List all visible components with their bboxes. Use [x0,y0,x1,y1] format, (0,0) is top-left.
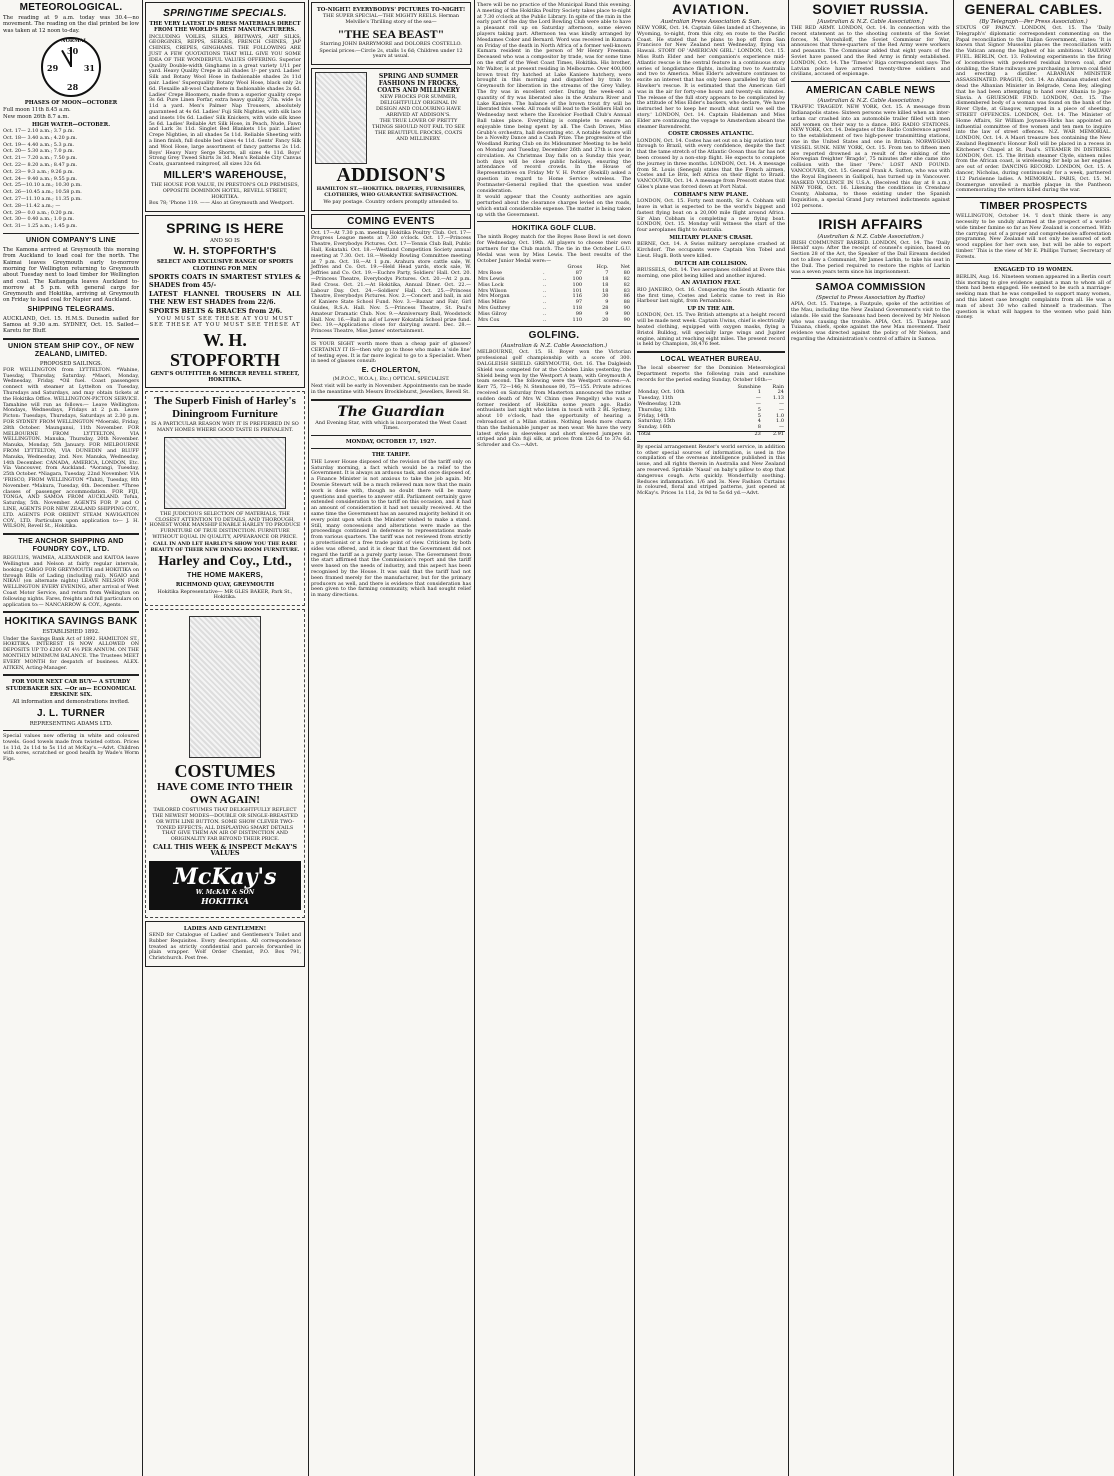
mckays-logo-town: HOKITIKA [201,895,249,906]
addison-sub: HAMILTON ST.—HOKITIKA. DRAPERS, FURNISHERS, CLOTHIERS, WHO GUARANTEE SATISFACTION. [316,186,466,199]
shipping-telegrams-text: AUCKLAND, Oct. 15. H.M.S. Dunedin sailed for Samoa at 9.30 a.m. SYDNEY, Oct. 15. Sailed—Karetu for Bluff. [3,315,139,335]
dutch-title: DUTCH AIR COLLISION. [674,260,748,267]
theatre-title: "THE SEA BEAST" [337,26,445,41]
high-water-row: Oct. 22— 8.20 a.m.; 8.47 p.m. [3,162,78,169]
shipping-telegrams-title: SHIPPING TELEGRAMS. [27,305,115,313]
column-4 [474,0,634,1476]
union-company-text: The Kamona arrived at Greymouth this morning from Auckland to load coal for the north. The Kaimai leaves Greymouth early to-morrow morning for Wellington returning to Greymouth about Tuesday next to load timber for Wellington and coal. The Kaitangata leaves Auckland to-morrow at 5 p.m. with general cargo for Greymouth and Hokitika, arriving at Greymouth on Friday to load coal for Napier and Auckland. [3,247,139,304]
dial-28-label: 28 [67,81,79,92]
soviet-sub: [Australian & N.Z. Cable Association.] [817,19,924,25]
notices-text: By special arrangement Reuter's world service, in addition to other special sources of information, is used in the compilation of the overseas intelligence published in this issue, and all rights therein in Australia and New Zealand are reserved. Sprinkle 'Nasal' on baby's pillow to stop that dangerous cough. Acts quickly. Wonderfully soothing. Reduces inflammation. 1/6 and 3s. New Fashion Curtains in coloured, floral and striped patterns, just opened at McKay's. Prices 1s 11d, 2s 9d to 5s 6d yd.—Advt. [637,443,785,497]
addison-footer: We pay postage. Country orders promptly attended to. [323,198,459,205]
irish-affairs-text: IRISH COMMUNIST BARRED. LONDON, Oct. 14. The 'Daily Herald' says: After the receipt of counsel's opinion, based on Section 28 of the Act, the Speaker of the Dail Eireann decided not to allow a Communist, Mr James Larkin, to take his seat in the Dail. The period required to restore the rights of Larkin was a seven years term since his imprisonment. [791,239,950,275]
divider [311,435,471,436]
cholerton-sub: (M.P.O.C., W.O.A.), Etc.) OPTICAL SPECIALIST. [332,376,450,383]
meteorological-text: The reading at 9 a.m. today was 30.4—no movement. The reading on the dial printed be low was taken at 12 noon to-day. [3,15,139,34]
spring-is-here-title: SPRING IS HERE [166,220,284,237]
fashion-figure-illustration-icon [315,72,367,164]
divider [311,399,471,401]
divider [3,674,139,676]
usc-title: UNION STEAM SHIP COY., OF NEW ZEALAND, LIMITED. [7,342,135,358]
table-row: Tuesday, 11th — 1.13 [638,395,784,402]
costumes-call: CALL THIS WEEK & INSPECT McKAY'S VALUES [152,843,298,858]
air-title: UP IN THE AIR. [687,306,735,313]
aviation-sub: Australian Press Association & Sun. [660,19,762,25]
weather-title: LOCAL WEATHER BUREAU. [660,356,762,364]
addison-ad [311,68,471,210]
high-water-row: Oct. 24— 9.40 a.m.; 9.55 p.m. [3,175,78,182]
stopforth-bottom-sub: GENT'S OUTFITTER & MERCER REVELL STREET, HOKITIKA. [150,370,300,383]
you-must-see: YOU MUST SEE THESE AT YOU MUST SEE THESE AT YOU MUST SEE THESE AT [149,316,301,329]
divider [791,81,950,82]
sports-coats: SPORTS COATS IN SMARTEST STYLES & SHADES from 45/- [149,273,301,289]
moon-title: PHASES OF MOON—OCTOBER [24,99,118,106]
harley-call: CALL IN AND LET HARLEY'S SHOW YOU THE RARE BEAUTY OF THEIR NEW DINING ROOM FURNITURE. [150,540,300,553]
high-water-row: Oct. 21— 7.20 a.m.; 7.50 p.m. [3,155,78,162]
golfing-title: GOLFING. [528,330,580,342]
golf-results-table [477,265,631,323]
mckays-logo-sub: W. McKAY & SON [195,888,255,896]
costumes-text: TAILORED COSTUMES THAT DELIGHTFULLY REFLECT THE NEWEST MODES—DOUBLE OR SINGLE-BREASTED OR WITH LINE BUTTON. SOME SHOW CLEVER TWO-TONED EFFECTS; ALL DISPLAYING SMART DETAILS THAT GIVE THEM AN AIR OF DISTINCTION AND ORIGINALITY FAR BEYOND THEIR PRICE. [152,807,298,843]
cobham-title: COBHAM'S NEW PLANE. [673,191,749,198]
high-water-title: HIGH WATER—OCTOBER. [31,121,111,128]
turner-footer: Special values now offering in white and coloured towels. Good towels made from twisted cotton. Prices 1s 11d, 2s 11d to 5s 11d at McKay's.—Advt. Children with sores, scratched or good health by Wade's Worm Figs. [3,732,139,763]
high-water-row: Oct. 29— 0.0 a.m.; 0.20 p.m. [3,209,75,216]
table-row: Friday, 14th 5 1.0 [638,412,784,419]
cobham-text: LONDON, Oct. 15. Forty next month, Sir A. Cobham will leave in what is expected to be the world's biggest and fastest flying boat on a 20,000 mile flight around Africa. Sir Alan Cobham is completing a new flying boat. LONDON, Oct. 15. Monday will witness the start of the four aeroplanes flight to Australia. [637,198,785,234]
cholerton-text: IS YOUR SIGHT worth more than a cheap pair of glasses? CERTAINLY IT IS—then why go to those who make a 'side line' of testing eyes. It is far more logical to go to a Specialist. When in need of glasses consult: [311,341,471,365]
theatre-sub: THE SUPER SPECIAL—THE MIGHTY REELS. Herman Melville's Thrilling story of the sea— [322,13,460,26]
table-row: Mrs Cox .. 110 20 90 [478,316,630,323]
engaged-title: ENGAGED TO 19 WOMEN. [994,267,1073,274]
savings-bank-title: HOKITIKA SAVINGS BANK [4,616,138,628]
divider [477,221,631,222]
addison-head: SPRING AND SUMMER FASHIONS IN FROCKS, COATS AND MILLINERY [377,73,460,95]
engaged-text: BERLIN, Aug. 16. Nineteen women appeared in a Berlin court this morning to give evidence against a man to whom all of them had been engaged. He seemed to be such a marriage-seeking man that he was compelled to support many women, and this latest case brought complaints from all. He was a man of about 30 who called himself a tradesman. The question is what will happen to the women who paid him money. [956,273,1111,321]
golf-club-title: HOKITIKA GOLF CLUB. [512,225,596,233]
anchor-shipping-title: THE ANCHOR SHIPPING AND FOUNDRY COY., LTD. [18,538,124,554]
timber-text: WELLINGTON, October 14. 'I don't think there is any necessity to be unduly alarmed at the prospect of a world-wide timber famine so far as New Zealand is concerned. With the carrying out of a proper and comprehensive afforestation programme, New Zealand will not only be assured of soft wood supplies for her own use, but will be able to export timber.' This is the view of Mr E. Phillips Turner, Secretary of Forests. [956,213,1111,260]
divider [637,441,785,442]
costume-figure-illustration-icon [189,616,261,758]
sports-belts: SPORTS BELTS & BRACES from 2/6. [149,307,283,315]
cholerton-name: E. CHOLERTON, [361,367,421,375]
high-water-row: Oct. 31— 1.25 a.m.; 1.45 p.m. [3,223,78,230]
stopforth-bottom-name: W. H. STOPFORTH [169,329,281,370]
divider [791,213,950,214]
high-water-row: Oct. 19— 4.40 a.m.; 5.3 p.m. [3,141,75,148]
cholerton-footer: Next visit will be early in November. Appointments can be made in the meantime with Messrs Brocklehurst, Jewellers, Revell St. [311,383,471,395]
samoa-title: SAMOA COMMISSION [815,282,926,294]
stopforth-name: W. H. STOPFORTH'S [173,246,277,258]
addison-name: ADDISON'S [336,164,446,187]
furniture-illustration-icon [164,437,286,509]
harley-name: Harley and Coy., Ltd., [158,554,292,570]
table-row: Thursday, 13th 5 — [638,406,784,413]
high-water-row: Oct. 17— 2.10 a.m.; 3.7 p.m. [3,128,75,135]
savings-bank-text: Under the Savings Bank Act of 1892. HAMILTON ST., HOKITIKA. INTEREST IS NOW ALLOWED ON DEPOSITS UP TO £200 AT 4½ PER ANNUM. ON THE MONTHLY MINIMUM BALANCE. The Trustees MEET EVERY MONTH for despatch of business. ALEX. AITKEN, Acting-Manager. [3,635,139,671]
table-total-row: Total 23 2.91 [638,431,784,437]
springtime-text: INCLUDING VOILES, SILKS, BRITWAYS, ART SILKS, GEORGINES, REPPS, SERGES, FRENCH CHINES, JAP CHINES, CREPES, GINGHAMS. THE FOLLOWING ARE JUST A FEW QUOTATIONS THAT WILL GIVE YOU SOME IDEA OF THE WONDERFUL VALUES OFFERING. Superior Quality Double-width Ginghams in a great variety 1/11 per yard. Heavy Quality Crepe in all shades 1/- per yard. Ladies' Silk and Botany Wool Hose in fashionable shades 2s 11d pair. Ladies' Superquality Botany Wool Hose, black only 2s 6d. Flexaille all-wool Cashmere in fashionable shades 2s 6d. Ladies' Crepe Bloomers, made from a superior quality crepe 3s 6d. Pure Linen Forfar, extra heavy quality, 27in. wide 1s 11d a yard. Men's Palmer Nap Trousers, absolutely guaranteed at 4s 6d. Ladies' Fuji Silk Nighties, with silk lace and insets 10s 6d. Ladies' Silk Knickers, with wide silk knee 5s 6d. Ladies' Reliable Art Silk Hose, in Peach, Nude, Fawn and Lark 3s 11d. Singlet Bed Blankets 11s pair. Ladies' Crepe Nighties, in all shades 5s 11d. Reliable Sheeting with a linen finish, full double bed sizes 4s 11d. Gents' Fancy Silk and Wool Hose, large assortment of fancy patterns 2s 11d. Boys' Heavy Navy Serge Shorts, all sizes 4s 11d. Boys' Strong Grey Tweed Shirts 3s 3d. Men's Reliable City Canvas Coats, guaranteed rainproof, all sizes 32s 6d. [149,33,301,168]
ladies-text: SEND for Catalogue of Ladies' and Gentlemen's Toilet and Rubber Requisites. Every description. All correspondence treated as strictly confidential and parcels forwarded in plain wrapper. Wolf Order Chemist, P.O. Box 791, Christchurch. Post free. [149,931,301,962]
divider [3,611,139,613]
general-cables-text: STATUS OF PAPACY. LONDON, Oct. 15. The 'Daily Telegraph's' diplomatic correspondent commenting on the Papal reconciliation to the Italian Government, states: 'It is known that Signor Mussolini places the reconciliation with the Vatican among the highest of his ambitions.' RAILWAY FUEL. BERLIN, Oct. 13. Following experiments in the firing of locomotives with powdered residual brown coal, after doubling, the State railways are purchasing a brown coal field and erecting a distiller. ALBANIAN MINISTER ASSASSINATED. PRAGUE, Oct. 14. An Albanian student shot dead the Albanian Minister in Belgrade, Cena Bey, alleging that he had been attempting to hand over Albania to Jugo-Slavia. A GRUESOME FIND. LONDON, Oct. 15. The dismembered body of a woman was found on the bank of the River Clyde, at Glasgow, wrapped in a piece of sheeting. STREET OFFENCES. LONDON, Oct. 14. The Minister of Home Affairs, Sir William Joynson-Hicks has appointed an influential committee of five women and ten men to inquire into the law of street offences. N.Z. WAR MEMORIAL. LONDON, Oct. 14. A Maori treasure box containing the New Zealand Regiment's Honour Roll will be placed in a recess in Kitchener's Chapel at St. Paul's. STEAMER IN DISTRESS. LONDON, Oct. 15. The British steamer Clyde, sixteen miles from the African coast, is wirelessing for help as her engines are out of order. DANCING RECORD. LONDON, Oct. 15. A dancer, Nicholas, during continuously for a week, partnered 112 Parisienne ladies. A MEMORIAL. PARIS, Oct. 15. M. Doumergue unveiled a marble plaque in the Pantheon commemorating the writers killed during the war. [956,25,1111,194]
addison-text-2: THE TRUE LOVER OF PRETTY THINGS SHOULD NOT FAIL TO SEE THE BEAUTIFUL FROCKS, COATS AND MILLINERY. [372,118,465,142]
harley-title: The Superb Finish of Harley's Diningroom Furniture [154,395,296,421]
soviet-title: SOVIET RUSSIA. [812,1,929,17]
millers-title: MILLER'S WAREHOUSE, [163,169,287,181]
divider [311,448,471,449]
table-row: Miss Milne .. 97 9 88 [478,299,630,306]
air-text: LONDON, Oct. 15. Two British attempts at a height record will be made next week. Captain Uwins, chief is electrically heated clothing, equipped with oxygen masks, flying a Bristol Bulldog, will specially large wings and Jupiter engine, aiming at reaching eight miles. The present record is held by Champion, 38,476 feet. [637,312,785,348]
turner-name: J. L. TURNER [36,707,106,719]
proposal-text: It would appear that the County authorities are again perturbed about the clearance charges levied on the roads, which entail considerable expense. The matter is being taken up with the Government. [477,194,631,218]
american-cable-sub: (Australian & N.Z. Cable Association.) [817,98,924,105]
table-row: Miss Gilroy .. 99 9 90 [478,310,630,317]
divider [3,730,139,731]
turner-heading: FOR YOUR NEXT CAR BUY— A STURDY STUDEBAKER SIX. —Or an— ECONOMICAL ERSKINE SIX. [5,679,137,699]
union-company-title: UNION COMPANY'S LINE [26,237,116,245]
american-cable-text: TRAFFIC TRAGEDY. NEW YORK, Oct. 15. A message from Indianapolis states: Sixteen persons were killed when an inter-urban car crashed into an automobile trailer filled with men and women on their way to a dance. BIG RADIO STATIONS. NEW YORK, Oct. 14. Delegates of the Radio Conference agreed to the establishment of two high-power transmitting stations, one in the United States and one in Britain. NORWEGIAN VESSEL SUNK. NEW YORK, Oct. 15. From ten to fifteen men are reported drowned as a result of the sinking of the Norwegian freighter 'Bragdo', 75 minutes after she came into collision with the liner 'Pere.' LOST AND FOUND. VANCOUVER, Oct. 15. General Frank A. Sutton, who was with the Royal Engineers in Gallipoli, has turned up in Vancouver. MASKED VIOLENCE IN U.S.A. (Received this day at 8 a.m.) NEW YORK, Oct. 16. Likening the conditions in Crenshaw County, Alabama, to those existing under the Spanish Inquisition, a special Grand Jury returned indictments against 102 persons. [791,104,950,209]
millers-sub: THE HOUSE FOR VALUE, IN PRESTON'S OLD PREMISES, OPPOSITE DOMINION HOTEL, REVELL STREET, HOKITIKA. [151,181,299,200]
harley-rep: Hokitika Representative— MR GLES BAKER, Park St., Hokitika. [157,588,293,601]
golfing-text: MELBOURNE, Oct. 15. H. Boyer won the Victorian professional golf championship with a score of 300. DALGLEISH SHIELD. GREYMOUTH, Oct. 16. The Dalgleish Shield was competed for at the Cobden Links yesterday, the Shield being won by the Westport A team, with Greymouth A team second. The following were the Westport scores:—A. Kerr 75, 72—146; N. Stenhouse 80, 75—155. Private advices received on Saturday from Masterton announced the rather sudden death of Mrs W. Chinn (nee Pengelly) who was a former resident of Hokitika some years ago. Radio enthusiasts last night who listen in touch with 2 BL Sydney, about 10 o'clock, had the opportunity of hearing a rebroadcast of a Milan station. Nothing lends more charm than the fashionable jumper as men wear. We have the very latest styles in sleeveless and short sleeved jumpers in striped and plain fuji silk, at prices from 12s 6d to 37s 6d. Schroder and Co.—Advt. [477,349,631,449]
column-2 [142,0,308,1476]
coming-events-title: COMING EVENTS [311,214,471,229]
mckays-logo-text: McKay's [173,863,277,890]
divider [3,233,139,234]
table-row: Mrs Lewis .. 100 18 82 [478,276,630,283]
samoa-text: APIA, Oct. 15. Tuatepe, a Fautpule, spoke of the activities of the Mau, including the New Zealand Government's visit to the islands. He said the Samoans had been deceived by Mr Nelson who was causing the trouble. APIA, Oct. 15. Tuatepe and Tuiaana, chiefs, spoke against the new Mau movement. Their evidence was directed against the policy of Mr Nelson, and regarding the Administration's control of affairs in Samoa. [791,301,950,343]
divider [3,338,139,340]
coste-text: LONDON, Oct. 14. Costes has set out on a big aviation tour through to Brazil, with every confidence, despite the fact that the tame stretch of the Atlantic Ocean thus far has not been crossed by a non-stop flight. He expects to complete the journey in three months. LONDON, Oct. 14. A message from St. Louis (Senegal) states that the French airmen, Costes and Le Brix, left Africa on their flight to Brazil. VANCOUVER, Oct. 14. A message from Prescott states that Giles's plane was forced down at Port Natal. [637,137,785,191]
feat-title: AN AVIATION FEAT. [681,280,741,287]
stopforth-text: SELECT AND EXCLUSIVE RANGE OF SPORTS CLOTHING FOR MEN [156,259,294,272]
springtime-sub: THE VERY LATEST IN DRESS MATERIALS DIRECT FROM THE WORLD'S BEST MANUFACTURERS. [149,21,301,34]
weather-table [637,385,785,438]
military-title: MILITARY PLANE'S CRASH. [669,234,753,241]
costumes-sub: HAVE COME INTO THEIR OWN AGAIN! [156,781,293,807]
springtime-specials-ad [145,2,305,212]
turner-sub: REPRESENTING ADAMS LTD. [29,720,113,727]
theatre-head: TO-NIGHT! EVERYBODYS' PICTURES TO-NIGHT! [316,7,466,13]
ladies-title: LADIES AND GENTLEMEN! [183,925,267,932]
general-cables-sub: (By Telegraph—Per Press Association.) [979,19,1088,25]
meteorological-title: METEOROLOGICAL. [19,2,123,13]
tariff-title: THE TARIFF. [371,452,411,459]
divider [477,326,631,327]
aviation-title: AVIATION. [672,1,750,17]
theatre-stars: Starring JOHN BARRYMORE and DOLORES COSTELLO. [320,40,462,47]
high-water-row: Oct. 25—10.10 a.m.; 10.30 p.m. [3,182,82,189]
general-cables-title: GENERAL CABLES. [964,1,1103,17]
table-row: Mrs Guthrey .. 118 28 90 [478,305,630,312]
costumes-title: COSTUMES [174,761,276,782]
local-news-text: There will be no practice of the Municipal Band this evening. A meeting of the Hokitika Poultry Society takes place to-night at 7.30 o'clock at the Public Library. In spite of the rain in the early part of the day the Lord Bowling Club were able to have a pleasant roll up on Saturday afternoon, some eleven players taking part. Afternoon tea was kindly arranged by Mesdames Coker and Bernard. Word was received in Kumara on Friday of the death in North Africa of a former well-known Kumara resident in the person of Mr Henry Freeman. Deceased who was a compositor by trade, was for some time on the staff of the West Coast Times, Hokitika. His brother, Mr Walter, is at present residing in Melbourne. Over 400,000 brown trout fry hatched at Lake Kaniere hatchery, were brought in this morning and dispatched by train to Greymouth for liberation in the streams of the Grey Valley. The fry was in excellent order. During the week-end a quantity of fry was liberated also in the Arahura River and Lake Kaniere. The balance of the brown trout fry will be liberated this week. All roads will lead to the Soldiers Hall on Wednesday next where the Excelsior Football Club's Annual Ball takes place. Everything is complete to ensure an enjoyable time being spent by all. The Cash Draws, Miss Grubb's orchestra, hall decorating etc. A notable feature will be a Novelty Dance and a Cash Prize. The progressive of the Woodland Ruring Club on its Midsummer Meeting to be held on Monday and Tuesday, December 26th and 27th is now in circulation. As Christmas Day falls on a Sunday this year, both days will be close public holidays, ensuring the attendance of record crowds. In the House of Representatives on Friday Mr V. H. Potter (Roskill) asked a question in regard to Home Service wireless. The Postmaster-General replied that the question was under consideration. [477,2,631,194]
high-water-row: Oct. 23— 9.3 a.m.; 9.26 p.m. [3,168,75,175]
mckays-logo [149,861,301,910]
weather-text: The local observer for the Dominion Meteorological Department reports the following rain and sunshine records for the period ending Sunday, October 16th:— [637,365,785,383]
table-row: Wednesday, 12th — — [638,401,784,408]
high-water-row: Oct. 20— 5.30 a.m.; 7.0 p.m. [3,148,75,155]
timber-title: TIMBER PROSPECTS [979,201,1088,213]
column-7 [953,0,1114,1476]
harley-text: IS A PARTICULAR REASON WHY IT IS PREFERRED IN SO MANY HOMES WHERE GOOD TASTE IS PREVALENT. [151,421,299,433]
table-row: Mrs Rose . 87 7 80 [478,270,630,277]
feat-text: RIO JANEIRO, Oct. 16. Conquering the South Atlantic for the first time, Costes and Lebrix came to rest in Rio Harbour last night, from Pernambuco. [637,286,785,305]
moon-row: Full moon 11th 8.45 a.m. [3,107,71,114]
golf-club-text: The ninth Bogey match for the Boyes Rose Bowl is set down for Wednesday, Oct. 19th. All players to choose their own partners for the Club match. The tie in the October L.G.U. Medal was won by Miss Lewis. The best results of the October Junior Medal were:— [477,234,631,264]
harley-text-2: THE JUDICIOUS SELECTION OF MATERIALS, THE CLOSEST ATTENTION TO DETAILS, AND THOROUGH, HONEST WORK MANSHIP ENABLE HARLEY TO PRODUCE FURNITURE OF TRUE DISTINCTION. FURNITURE WITHOUT EQUAL IN QUALITY, APPEARANCE OR PRICE. [149,510,301,540]
divider [956,263,1111,264]
table-row: Mrs Morgan .. 116 30 86 [478,293,630,300]
divider [956,197,1111,198]
ladies-gentlemen-ad [145,921,305,967]
moon-row: New moon 26th 8.7 a.m. [3,114,70,121]
high-water-row: Oct. 18— 3.40 a.m.; 4.20 p.m. [3,134,78,141]
guardian-sub: And Evening Star, with which is incorporated the West Coast Times. [315,419,467,432]
table-row: Miss Lock .. 100 18 82 [478,281,630,288]
table-row: Sunday, 16th 8 — [638,424,784,431]
harley-address: RICHMOND QUAY, GREYMOUTH [175,582,275,589]
theatre-prices: Special prices:—Circle 2s, stalls 1s 6d; Children under 12 years at usual. [319,47,463,60]
coste-title: COSTE CROSSES ATLANTIC. [668,131,754,138]
dutch-text: BRUSSELS, Oct. 14. Two aeroplanes collided at Evere this morning, one pilot being killed and another injured. [637,266,785,279]
irish-affairs-title: IRISH AFFAIRS [818,215,923,232]
guardian-masthead: The Guardian [337,403,445,420]
divider [637,351,785,353]
usc-text: FOR WELLINGTON from LYTTELTON. *Wahine, Tuesday, Thursday, Saturday. *Maori, Monday, Wednesday, Friday. *Oil fuel. Coast passengers connect with steamer at Lyttelton on Tuesday, Thursdays and Saturdays, and may obtain tickets at the Hokitika Office. WELLINGTON-PICTON SERVICE. Tamahine will run as follows:— Leave Wellington: Mondays, Wednesdays, Fridays at 2 p.m. Leave Picton: Tuesdays, Thursdays, Saturdays at 2.30 p.m. FOR SYDNEY FROM WELLINGTON *Moeraki, Friday, 28th October. Maunganui, 11th November. FOR MELBOURNE FROM LYTTELTON, VIA WELLINGTON. Manuka, Thursday, 20th November. Manuka, Monday, 5th January. FOR MELBOURNE FROM LYTTELTON, VIA DUNEDIN and BLUFF Manuka, Wednesday, 2nd. Nov. Manuka, Wednesday, 14th December. CANADA, AMERICA, LONDON, Etc. Via Vancouver, from Auckland. *Aorangi, Tuesday, 25th October. *Niagara, Tuesday, 22nd November. VIA 'FRISCO, FROM WELLINGTON *Tahiti, Tuesday, 8th November. *Makura, Tuesday, 6th. December. *Three classes of passenger accommodation. FOR FIJI, TONGA, AND SAMOA FROM AUCKLAND. Tofua, Saturday, 5th. November. AGENTS FOR P and O LINE, AGENTS FOR NEW ZEALAND SHIPPING COY., LTD. AGENTS FOR ORIENT STEAM NAVIGATION COY., LTD. Particulars upon application to— J. H. WILSON, Revell St., Hokitika. [3,366,139,530]
turner-text: All information and demonstrations invited. [12,699,130,706]
dial-30-label: 30 [67,45,79,56]
addison-text: NEW FROCKS FOR SUMMER, DELIGHTFULLY ORIGINAL IN DESIGN AND COLOURING HAVE ARRIVED AT ADDISON'S. [376,94,461,118]
irish-affairs-sub: (Australian & N.Z. Cable Association.) [817,233,924,240]
flannel-trousers: LATEST FLANNEL TROUSERS IN ALL THE NEW EST SHADES from 22/6. [149,290,301,306]
costumes-ad [145,609,305,917]
high-water-row: Oct. 26—10.45 a.m.; 10.58 p.m. [3,189,82,196]
military-text: BERNE, Oct. 14. A Swiss military aeroplane crashed at Kirchdorf. The occupants were Captain Von Tobel and Lieut. Hugli. Both were killed. [637,241,785,259]
dial-31-label: 31 [83,62,95,73]
american-cable-title: AMERICAN CABLE NEWS [805,85,936,97]
column-6 [788,0,953,1476]
dial-normal-label: NORMAL [61,37,88,44]
divider [791,278,950,279]
table-row: Monday, Oct. 10th 1 24 [638,389,784,396]
guardian-date: MONDAY, OCTOBER 17, 1927. [345,439,437,446]
aviation-text: NEW YORK, Oct. 14. Captain Giles landed at Cheyenne, in Wyoming, to-night, from this city, en route to the Pacific Coast. He stated that he plans to hop off from San Francisco for New Zealand next Wednesday, flying via Hawaii. STORY OF 'AMERICAN GIRL.' LONDON, Oct. 15. Miss Ruth Elder and her companion's experience mid-Atlantic rescue is the central feature in a continuous story series of longdistance flights, including two to Australia and two to America. Miss Elder's adventure continues to excite an interest that has only been paralleled by that of Hawker's rescue. It is estimated that the American Girl was in the air for forty-one hours and twenty-six minutes. The release of the full story appears to be complicated by the attitude of Miss Elder's backers, who declare, 'We have instructed her to keep her mouth shut until we sell the story.' LONDON, Oct. 14. Captain Haldeman and Miss Elder are continuing the voyage to Amsterdam aboard the steamer Barendrecht. [637,25,785,130]
dial-29-label: 29 [47,62,59,73]
savings-bank-established: ESTABLISHED 1892. [42,629,100,636]
column-1 [0,0,142,1476]
harley-home-makers: THE HOME MAKERS, [187,572,263,580]
barometer-dial-icon [41,37,101,97]
high-water-row: Oct. 30— 0.40 a.m.; 1.0 p.m. [3,216,75,223]
divider [3,533,139,535]
theatre-ad [311,2,471,65]
table-row: Mrs Wilson .. 101 18 83 [478,287,630,294]
coming-events-text: Oct. 17—At 7.30 p.m. meeting Hokitika Poultry Club. Oct. 17—Progress League meets at 7.30 o'clock. Oct. 17.—Princess Theatre, Everybodys Pictures. Oct. 17—Tennis Club Ball, Public Hall, Kokatahi. Oct. 18.—Westland Competition Society annual meeting at 7.30. Oct. 18.—Weekly Bowling Committee meeting at 7 p.m. Oct. 18.—At 1 p.m. Arahura store cattle sale, W. Jeffries and Co. Oct. 19.—Held Head yards, stock sale, W. Jeffries and Co. Oct. 19.—Euchre Party, Soldiers' Hall. Oct. 20.—Princess Theatre, Everybodys Pictures. Oct. 20.—At 2 p.m. Red Cross. Oct. 21.—At Hokitika, Annual Diner. Oct. 22.—Labour Day. Oct. 24.—Soldiers' Hall. Oct. 25.—Princess Theatre, Everybodys Pictures. Nov. 2.—Concert and ball, in aid of Kaniere State School Fund. Nov. 3.—Bazaar and Fair, Girl Guides, R.S.A. Hall. Nov. 5.—Princess Theatre, St. Paul's Amateur Dramatic Club. Nov. 9.—Anniversary Ball, Woodstock Hall. Nov. 16.—Ball in aid of Lower Kokatahi School prize fund. Dec. 19.—Applications close for dairying award. Dec. 28.—Princess Theatre, Miss James' entertainment. [311,229,471,335]
divider [311,338,471,339]
high-water-row: Oct. 28—11.42 a.m.; — [3,202,61,209]
harley-ad [145,391,305,606]
tariff-text: THE Lower House disposed of the revision of the tariff only on Saturday morning, a fact which would be a relief to the Government. It is always an arduous task, and once disposed of, a Finance Minister is not anxious to take the job again. Mr Downie Stewart will be a much relieved man now that the main work is done with, though no doubt there will be many questions and queries to answer still. Parliament certainly gave extended consideration to the tariff on this occasion, and it had an amount of consideration it had not usually received. At the same time the Government has an assured majority behind it on every point upon which the Minister wished to make a stand. Still, many concessions and alterations were made as the proceedings continued in deference to representations made from various quarters. The tariff was not reviewed from strictly a protectionist or a free trade point of view. Criticism by both sides was offered, and it is clear that the Government did not regard the tariff as a purely party issue. The Government from the start affirmed that the Commission's report and the tariff were based on the needs of industry, and this aspect has been recognised by the House. It was said that the tariff had not been framed merely for the manufacturer, but for the primary producers as well, and there is evidence that consideration has been given to the farming community, which had sought relief in many directions. [311,458,471,599]
anchor-shipping-text: REGULUS, WAIMEA, ALEXANDER and KAITOA leave Wellington and Nelson at fairly regular intervals, booking CARGO FOR GREYMOUTH and HOKITIKA on through Bills of Lading (including rail). NGAIO and NIKAU (on alternate nights) LEAVE NELSON FOR WELLINGTON EVERY EVENING, after arrival of West Coast Motor Service, and return from Wellington on following nights. Fares, freights and full particulars on application to:— NANCARROW & COY., Agents. [3,555,139,608]
soviet-text: THE RED ARMY. LONDON, Oct. 14. In connection with the recent statement as to the shooting contents of the Soviet forces, M. Voroshiloff, the Soviet Commissar for War, announces that three-quarters of the Red Army were workers and peasants. The Commissar added that eight years of the Soviet have passed and the Red Army is firmly established. LONDON, Oct. 14. The 'Times's' Riga correspondent says: The Latvian police have arrested twenty-three soldiers and civilians, accused of espionage. [791,25,950,78]
column-3 [308,0,474,1476]
millers-footer: Box 78; 'Phone 119. —— Also at Greymouth and Westport. [149,200,294,207]
golfing-sub: (Australian & N.Z. Cable Association.) [500,343,608,350]
spring-and-so-is: AND SO IS [210,238,240,245]
usc-sub: PROPOSED SAILINGS. [39,360,103,367]
samoa-sub: (Special to Press Association by Radio) [816,295,925,302]
springtime-title: SPRINGTIME SPECIALS. [163,8,287,19]
high-water-row: Oct. 27—11.10 a.m.; 11.35 p.m. [3,196,82,203]
table-row: Saturday, 15th 4 1.0 [638,418,784,425]
table-header-row: Gross Hcp. Net [567,264,630,271]
table-header-row: Sunshine Rain [737,383,784,390]
stopforth-ad [145,215,305,388]
column-5 [634,0,788,1476]
